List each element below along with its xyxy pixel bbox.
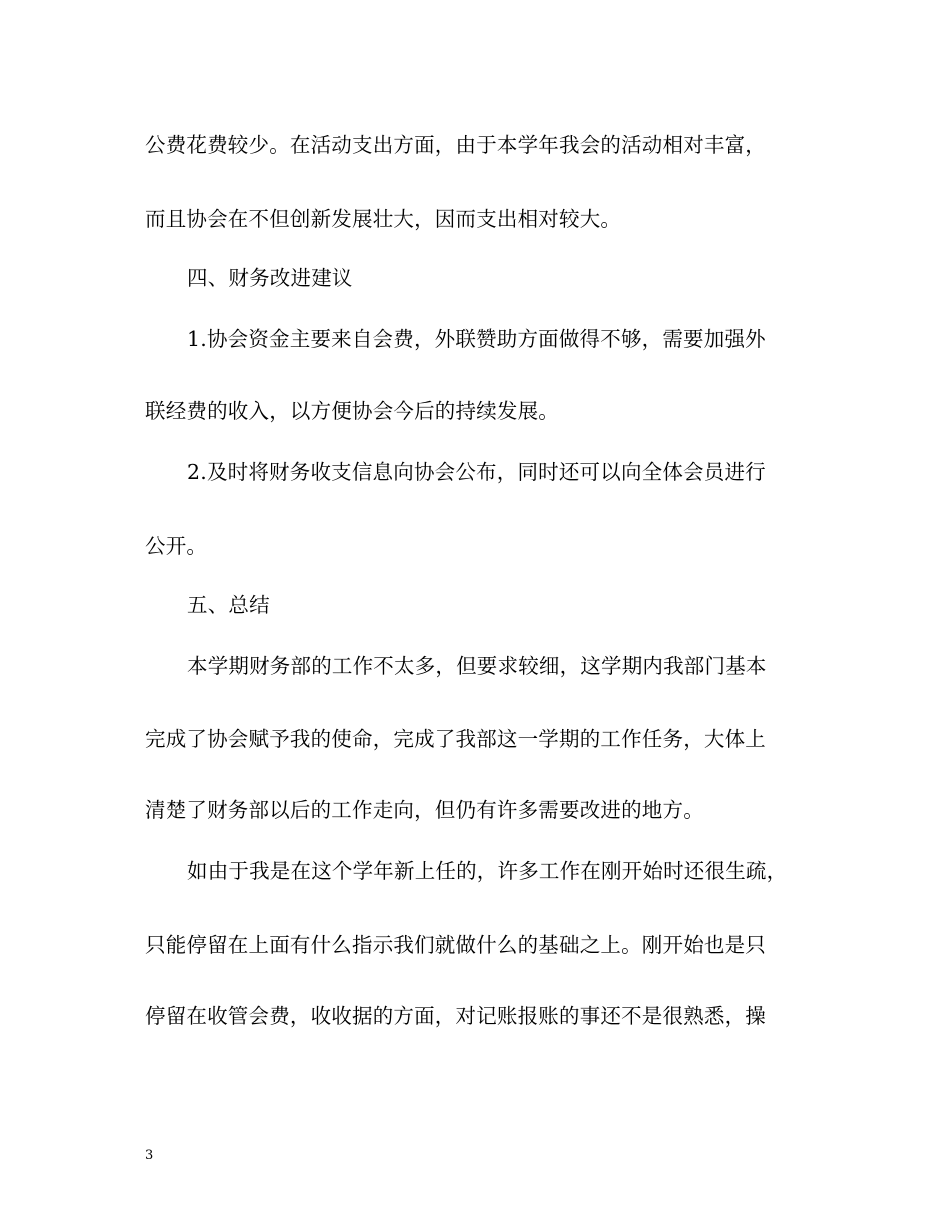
body-text-line: 如由于我是在这个学年新上任的，许多工作在刚开始时还很生疏，: [187, 859, 788, 883]
body-text-line: 2.及时将财务收支信息向协会公布，同时还可以向全体会员进行: [187, 460, 766, 484]
body-text-line: 本学期财务部的工作不太多，但要求较细，这学期内我部门基本: [187, 654, 767, 678]
body-text-line: 完成了协会赋予我的使命，完成了我部这一学期的工作任务，大体上: [145, 727, 766, 751]
body-text-line: 公开。: [145, 534, 208, 558]
body-text-line: 停留在收管会费，收收据的方面，对记账报账的事还不是很熟悉，操: [145, 1004, 766, 1028]
body-text-line: 清楚了财务部以后的工作走向，但仍有许多需要改进的地方。: [145, 798, 704, 822]
section-heading: 四、财务改进建议: [187, 266, 353, 290]
body-text-line: 公费花费较少。在活动支出方面，由于本学年我会的活动相对丰富，: [145, 133, 766, 157]
body-text-line: 而且协会在不但创新发展壮大，因而支出相对较大。: [145, 207, 622, 231]
body-text-line: 只能停留在上面有什么指示我们就做什么的基础之上。刚开始也是只: [145, 933, 766, 957]
body-text-line: 1.协会资金主要来自会费，外联赞助方面做得不够，需要加强外: [187, 327, 766, 351]
page-number: 3: [145, 1148, 154, 1163]
body-text-line: 联经费的收入，以方便协会今后的持续发展。: [145, 399, 559, 423]
section-heading: 五、总结: [187, 593, 270, 617]
